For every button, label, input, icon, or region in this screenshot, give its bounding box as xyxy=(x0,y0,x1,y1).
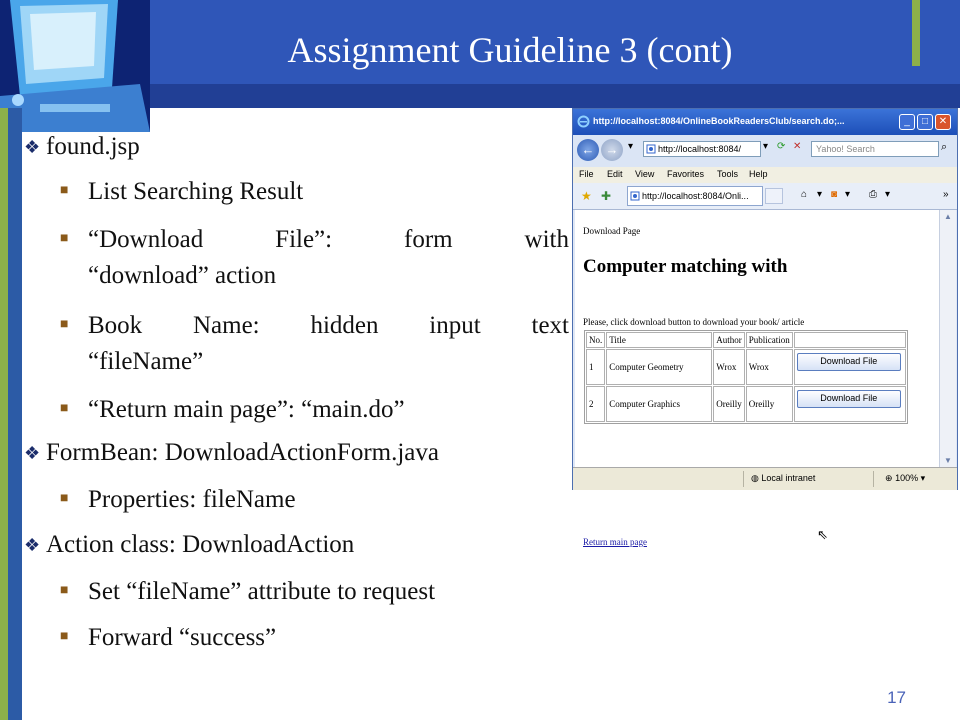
sub-bullet-return-main: ■ “Return main page”: “main.do” xyxy=(60,392,569,428)
print-dropdown-icon[interactable]: ▾ xyxy=(885,189,891,200)
menu-bar xyxy=(573,167,957,183)
address-input[interactable]: http://localhost:8084/ xyxy=(643,141,761,157)
sub-bullet-book-name: ■ Book Name: hidden input text “fileName” xyxy=(60,308,569,380)
mouse-pointer-icon: ⇖ xyxy=(817,527,828,542)
menu-favorites[interactable]: Favorites xyxy=(667,169,705,179)
feeds-dropdown-icon[interactable]: ▾ xyxy=(845,189,851,200)
square-bullet-icon: ■ xyxy=(60,629,69,644)
return-main-page-link[interactable]: Return main page xyxy=(583,537,647,547)
zoom-level[interactable]: ⊕ 100% ▾ xyxy=(885,473,926,483)
back-arrow-icon[interactable]: ← xyxy=(577,139,599,161)
header-no: No. xyxy=(586,332,605,348)
download-file-button[interactable]: Download File xyxy=(797,390,901,408)
square-bullet-icon: ■ xyxy=(60,401,69,416)
sub-bullet-download-file: ■ “Download File”: form with “download” action xyxy=(60,222,569,294)
square-bullet-icon: ■ xyxy=(60,583,69,598)
more-tools-icon[interactable]: » xyxy=(943,189,949,200)
tab-toolbar xyxy=(573,183,957,210)
home-icon[interactable]: ⌂ xyxy=(801,189,808,200)
diamond-bullet-icon: ❖ xyxy=(24,443,41,463)
menu-tools[interactable]: Tools xyxy=(717,169,739,179)
status-bar xyxy=(573,467,957,490)
chevron-down-icon[interactable]: ▾ xyxy=(628,141,634,152)
new-tab-button[interactable] xyxy=(765,188,783,204)
table-row: 2 Computer Graphics Oreilly Oreilly Download File xyxy=(586,386,906,422)
header-author: Author xyxy=(713,332,745,348)
square-bullet-icon: ■ xyxy=(60,317,69,332)
header-accent-bar xyxy=(912,0,920,66)
security-zone: ◍ Local intranet xyxy=(751,473,816,483)
header-action xyxy=(794,332,906,348)
results-table xyxy=(584,330,908,424)
bullet-found-jsp: ❖ found.jsp xyxy=(24,130,140,164)
chevron-down-icon: ▾ xyxy=(920,473,926,483)
square-bullet-icon: ■ xyxy=(60,491,69,506)
browser-titlebar xyxy=(573,109,957,135)
address-dropdown-icon[interactable]: ▾ xyxy=(763,141,769,152)
computer-illustration xyxy=(0,0,150,132)
diamond-bullet-icon: ❖ xyxy=(24,137,41,157)
print-icon[interactable]: ⎙ xyxy=(869,189,877,200)
menu-edit[interactable]: Edit xyxy=(607,169,623,179)
sub-bullet-properties: ■ Properties: fileName xyxy=(60,482,569,518)
ie-logo-icon xyxy=(577,115,590,128)
close-button[interactable]: ✕ xyxy=(935,114,951,130)
header-publication: Publication xyxy=(746,332,793,348)
address-bar xyxy=(573,135,957,167)
scroll-up-icon[interactable]: ▲ xyxy=(944,212,952,221)
zoom-icon: ⊕ xyxy=(885,473,893,483)
bullet-formbean: ❖ FormBean: DownloadActionForm.java xyxy=(24,436,439,470)
page-icon xyxy=(630,189,640,206)
menu-help[interactable]: Help xyxy=(749,169,768,179)
browser-window-title: http://localhost:8084/OnlineBookReadersClub/search.do;... xyxy=(593,116,845,126)
status-divider xyxy=(873,471,874,487)
scroll-down-icon[interactable]: ▼ xyxy=(944,456,952,465)
square-bullet-icon: ■ xyxy=(60,231,69,246)
search-input[interactable]: Yahoo! Search xyxy=(811,141,939,157)
search-icon[interactable]: ⌕ xyxy=(941,141,948,153)
feeds-icon[interactable]: ◙ xyxy=(831,189,838,200)
status-divider xyxy=(743,471,744,487)
left-accent-bar xyxy=(0,108,8,720)
browser-window xyxy=(572,108,958,547)
bullet-action-class: ❖ Action class: DownloadAction xyxy=(24,528,354,562)
browser-tab[interactable]: http://localhost:8084/Onli... xyxy=(627,186,763,206)
page-heading: Computer matching with xyxy=(583,256,788,277)
header-title: Title xyxy=(606,332,712,348)
page-name: Download Page xyxy=(583,226,641,236)
refresh-icon[interactable]: ⟳ xyxy=(777,141,786,152)
maximize-button[interactable]: □ xyxy=(917,114,933,130)
home-dropdown-icon[interactable]: ▾ xyxy=(817,189,823,200)
page-instruction: Please, click download button to download your book/ article xyxy=(583,317,805,327)
globe-icon: ◍ xyxy=(751,473,759,483)
download-file-button[interactable]: Download File xyxy=(797,353,901,371)
table-header-row xyxy=(586,332,906,348)
add-favorite-icon[interactable]: ✚ xyxy=(601,189,612,203)
menu-view[interactable]: View xyxy=(635,169,655,179)
diamond-bullet-icon: ❖ xyxy=(24,535,41,555)
favorites-star-icon[interactable]: ★ xyxy=(581,189,592,203)
square-bullet-icon: ■ xyxy=(60,183,69,198)
page-icon xyxy=(646,144,656,157)
minimize-button[interactable]: _ xyxy=(899,114,915,130)
header-strip-lower xyxy=(150,84,960,108)
left-blue-bar xyxy=(8,108,22,720)
sub-bullet-set-filename: ■ Set “fileName” attribute to request xyxy=(60,574,569,610)
stop-icon[interactable]: ✕ xyxy=(793,141,802,152)
sub-bullet-list-result: ■ List Searching Result xyxy=(60,174,569,210)
page-scrollbar[interactable] xyxy=(939,210,956,467)
table-row: 1 Computer Geometry Wrox Wrox Download File xyxy=(586,349,906,385)
sub-bullet-forward-success: ■ Forward “success” xyxy=(60,620,569,656)
forward-arrow-icon[interactable]: → xyxy=(601,139,623,161)
slide-title: Assignment Guideline 3 (cont) xyxy=(287,30,733,70)
page-number: 17 xyxy=(887,688,906,707)
menu-file[interactable]: File xyxy=(579,169,594,179)
